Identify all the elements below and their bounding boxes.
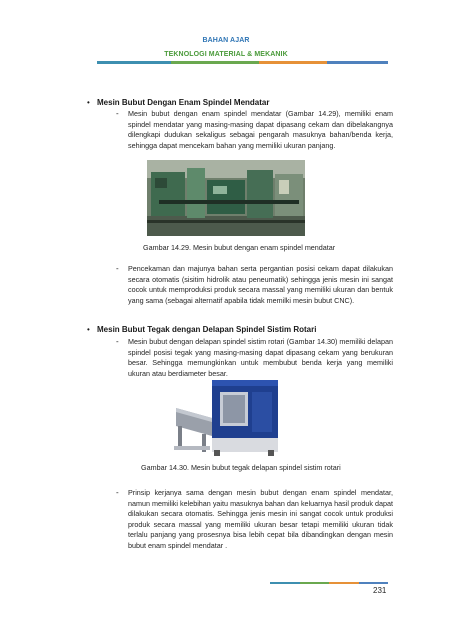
paragraph: Mesin bubut dengan enam spindel mendatar (Gambar 14.29), memiliki enam spindel mendatar yang masing-masing dapat dipasang cekam dan dibelakangnya dilengkapi dudukan sekaligus sebagai pengarah masuknya bahan/benda kerja, sehingga dapat mencekam bahan yang memiliki ukuran panjang. [128, 109, 393, 150]
bullet-icon: • [87, 325, 90, 334]
paragraph: Pencekaman dan majunya bahan serta pergantian posisi cekam dapat dilakukan secara otomatis (sisitim hidrolik atau peneumatik) sehingga jenis mesin ini sangat cocok untuk memproduksi produk secara massal yang memiliki ukuran dan bentuk yang sama (sebagai alternatif apabila tidak memilki mesin bubut CNC). [128, 264, 393, 305]
paragraph: Prinsip kerjanya sama dengan mesin bubut dengan enam spindel mendatar, namun memiliki kelebihan yaitu masuknya bahan dan keluarnya hasil produk dapat dilakukan secara otomatis. Sehingga jenis mesin ini sangat cocok untuk produksi produk secara massal yang memiliki ukuran besar tetapi memiliki ukuran tidak terlalu panjang yang prosesnya bisa lebih cepat bila dibandingkan dengan mesin bubut enam spindel mendatar . [128, 488, 393, 550]
dash-icon: - [116, 488, 119, 497]
header-color-bar [97, 61, 388, 64]
section-title-delapan-spindel: Mesin Bubut Tegak dengan Delapan Spindel Sistim Rotari [97, 325, 317, 334]
header-title: BAHAN AJAR [202, 37, 250, 44]
header-subtitle: TEKNOLOGI MATERIAL & MEKANIK [164, 51, 288, 58]
figure-caption: Gambar 14.30. Mesin bubut tegak delapan spindel sistim rotari [141, 463, 341, 472]
dash-icon: - [116, 264, 119, 273]
figure-14-30-photo [172, 378, 282, 459]
page-number: 231 [373, 586, 387, 595]
figure-caption: Gambar 14.29. Mesin bubut dengan enam spindel mendatar [143, 243, 336, 252]
section-title-enam-spindel: Mesin Bubut Dengan Enam Spindel Mendatar [97, 98, 270, 107]
dash-icon: - [116, 109, 119, 118]
bullet-icon: • [87, 98, 90, 107]
paragraph: Mesin bubut dengan delapan spindel sistim rotari (Gambar 14.30) memiliki delapan spindel posisi tegak yang masing-masing dapat dipasang cekam yang berukuran besar. Sehingga memungkinkan untuk membubut benda kerja yang memiliki ukuran atau berdiameter besar. [128, 337, 393, 378]
dash-icon: - [116, 337, 119, 346]
figure-14-29-photo [147, 160, 305, 236]
footer-color-bar [270, 582, 388, 584]
